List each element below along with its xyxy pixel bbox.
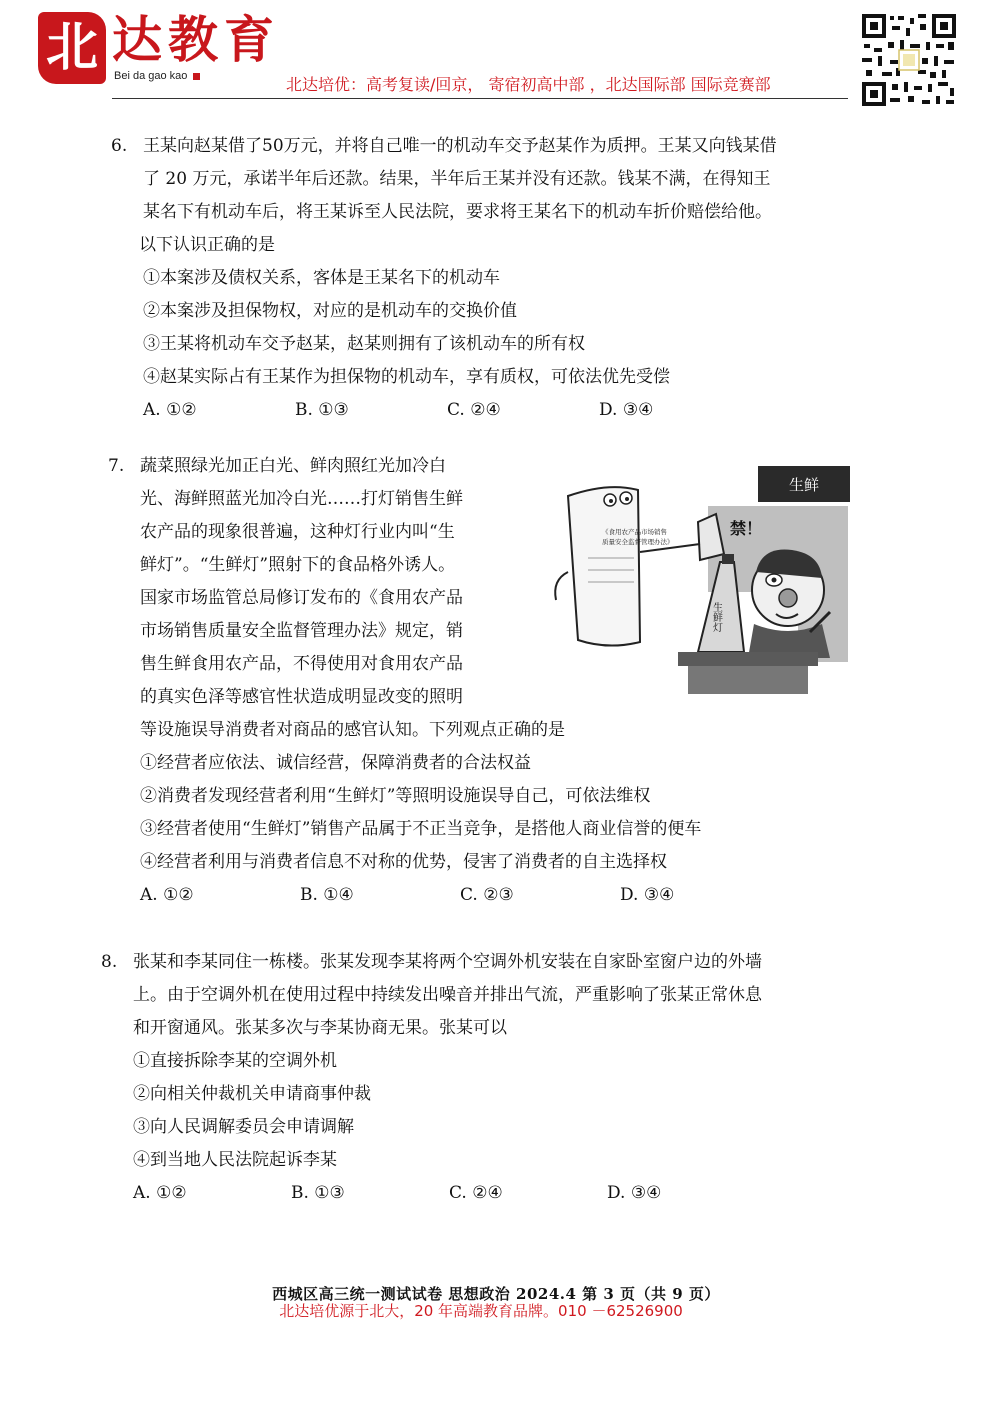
lamp-label: 生鲜灯	[710, 602, 722, 632]
option-c[interactable]: C. ②④	[447, 400, 501, 420]
logo-seal: 北	[38, 12, 106, 84]
question-text-line: 某名下有机动车后，将王某诉至人民法院，要求将王某名下的机动车折价赔偿给他。	[143, 202, 772, 222]
option-d[interactable]: D. ③④	[607, 1183, 662, 1203]
question-text-line: 和开窗通风。张某多次与李某协商无果。张某可以	[133, 1018, 507, 1038]
question-text-line: 等设施误导消费者对商品的感官认知。下列观点正确的是	[140, 720, 565, 740]
option-b[interactable]: B. ①③	[291, 1183, 345, 1203]
option-a[interactable]: A. ①②	[140, 885, 194, 905]
statement: ④到当地人民法院起诉李某	[133, 1150, 337, 1170]
statement: ④经营者利用与消费者信息不对称的优势，侵害了消费者的自主选择权	[140, 852, 667, 872]
statement: ②本案涉及担保物权，对应的是机动车的交换价值	[143, 301, 517, 321]
question-6	[111, 130, 863, 427]
statement: ③经营者使用“生鲜灯”销售产品属于不正当竞争，是搭他人商业信誉的便车	[140, 819, 702, 839]
statement: ①本案涉及债权关系，客体是王某名下的机动车	[143, 268, 500, 288]
option-a[interactable]: A. ①②	[133, 1183, 187, 1203]
stop-text: 禁！	[730, 519, 763, 538]
statement: ②消费者发现经营者利用“生鲜灯”等照明设施误导自己，可依法维权	[140, 786, 651, 806]
option-c[interactable]: C. ②④	[449, 1183, 503, 1203]
option-b[interactable]: B. ①③	[295, 400, 349, 420]
document-title: 《食用农产品市场销售	[602, 528, 667, 536]
question-text-line: 以下认识正确的是	[139, 235, 275, 255]
statement: ①直接拆除李某的空调外机	[133, 1051, 337, 1071]
cartoon-illustration	[548, 462, 858, 698]
question-text-line: 市场销售质量安全监督管理办法》规定，销	[140, 621, 463, 641]
question-text-line: 售生鲜食用农产品，不得使用对食用农产品	[140, 654, 463, 674]
qr-code-icon	[860, 12, 958, 108]
question-text-line: 鲜灯”。“生鲜灯”照射下的食品格外诱人。	[140, 555, 456, 575]
option-c[interactable]: C. ②③	[460, 885, 514, 905]
option-d[interactable]: D. ③④	[620, 885, 675, 905]
question-8	[101, 946, 873, 1210]
document-title-2: 质量安全监督管理办法》	[602, 538, 674, 546]
header-tagline: 北达培优：高考复读/回京， 寄宿初高中部 ，北达国际部 国际竞赛部	[286, 75, 771, 94]
question-number: 7.	[108, 456, 125, 476]
answer-options	[143, 394, 863, 427]
question-number: 8.	[101, 952, 118, 972]
question-text-line: 国家市场监管总局修订发布的《食用农产品	[140, 588, 463, 608]
question-text-line: 王某向赵某借了50万元，并将自己唯一的机动车交予赵某作为质押。王某又向钱某借	[143, 136, 777, 156]
question-text-line: 张某和李某同住一栋楼。张某发现李某将两个空调外机安装在自家卧室窗户边的外墙	[133, 952, 762, 972]
header-divider	[112, 98, 848, 99]
answer-options	[133, 1177, 873, 1210]
statement: ①经营者应依法、诚信经营，保障消费者的合法权益	[140, 753, 531, 773]
question-text-line: 农产品的现象很普遍，这种灯行业内叫“生	[140, 522, 455, 542]
page-header	[0, 0, 992, 110]
statement: ③向人民调解委员会申请调解	[133, 1117, 354, 1137]
sign-text: 生鲜	[788, 476, 820, 494]
option-a[interactable]: A. ①②	[143, 400, 197, 420]
statement: ②向相关仲裁机关申请商事仲裁	[133, 1084, 371, 1104]
question-text-line: 光、海鲜照蓝光加冷白光……打灯销售生鲜	[140, 489, 463, 509]
answer-options	[140, 879, 860, 912]
option-b[interactable]: B. ①④	[300, 885, 354, 905]
question-text-line: 上。由于空调外机在使用过程中持续发出噪音并排出气流，严重影响了张某正常休息	[133, 985, 762, 1005]
option-d[interactable]: D. ③④	[599, 400, 654, 420]
exam-footer: 西城区高三统一测试试卷 思想政治 2024.4 第 3 页（共 9 页）	[272, 1285, 720, 1303]
question-text-line: 的真实色泽等感官性状造成明显改变的照明	[140, 687, 463, 707]
logo-subtitle: Bei da gao kao	[114, 70, 200, 82]
statement: ④赵某实际占有王某作为担保物的机动车，享有质权，可依法优先受偿	[143, 367, 670, 387]
question-text-line: 了 20 万元，承诺半年后还款。结果，半年后王某并没有还款。钱某不满，在得知王	[143, 169, 771, 189]
question-number: 6.	[111, 136, 128, 156]
statement: ③王某将机动车交予赵某，赵某则拥有了该机动车的所有权	[143, 334, 585, 354]
logo-text: 达教育	[112, 10, 280, 69]
ad-footer: 北达培优源于北大，20 年高端教育品牌。010 －62526900	[279, 1302, 683, 1320]
question-text-line: 蔬菜照绿光加正白光、鲜肉照红光加冷白	[140, 456, 446, 476]
